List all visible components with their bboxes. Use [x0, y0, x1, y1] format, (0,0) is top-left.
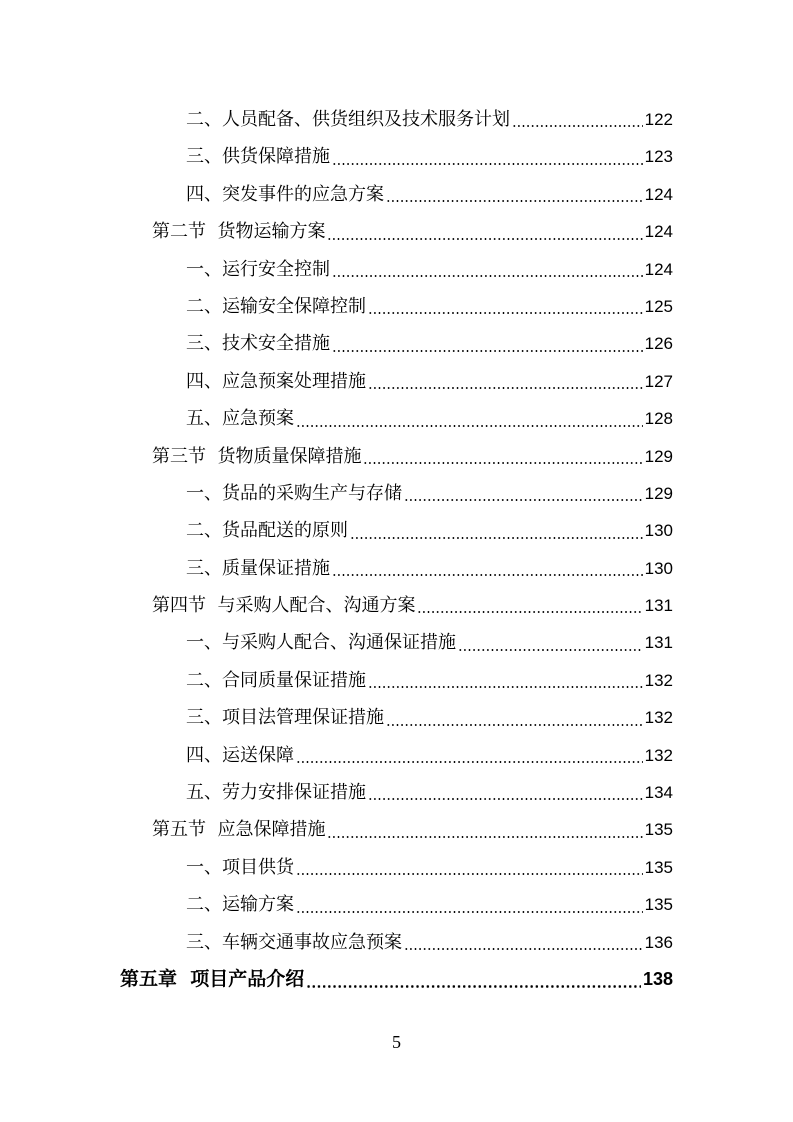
toc-section-entry[interactable] — [0, 811, 793, 848]
toc-page-number: 129 — [644, 483, 673, 503]
table-of-contents — [0, 101, 793, 998]
toc-entry-title: 第五章 项目产品介绍 — [120, 967, 305, 990]
dot-leader — [368, 798, 643, 800]
toc-entry-line — [152, 213, 673, 250]
dot-leader — [512, 125, 643, 127]
toc-entry-line — [186, 886, 673, 923]
toc-page-number: 135 — [644, 857, 673, 877]
toc-page-number: 127 — [644, 371, 673, 391]
toc-item-entry[interactable] — [0, 512, 793, 549]
toc-page-number: 129 — [644, 446, 673, 466]
toc-entry-line — [186, 849, 673, 886]
toc-entry-title: 二、合同质量保证措施 — [186, 669, 366, 691]
toc-page-number: 124 — [644, 184, 673, 204]
dot-leader — [458, 649, 643, 651]
toc-entry-title: 二、运输安全保障控制 — [186, 295, 366, 317]
toc-item-entry[interactable] — [0, 400, 793, 437]
toc-entry-title: 二、人员配备、供货组织及技术服务计划 — [186, 109, 510, 130]
toc-entry-line — [120, 961, 673, 998]
toc-entry-line — [186, 176, 673, 213]
toc-entry-title: 第二节 货物运输方案 — [152, 221, 326, 243]
dot-leader — [363, 462, 642, 464]
toc-item-entry[interactable] — [0, 101, 793, 138]
toc-page-number: 131 — [644, 633, 673, 653]
dot-leader — [327, 238, 642, 240]
toc-entry-line — [186, 288, 673, 325]
toc-entry-title: 三、供货保障措施 — [186, 146, 330, 168]
dot-leader — [332, 574, 643, 576]
toc-chapter-entry[interactable] — [0, 961, 793, 998]
toc-entry-line — [186, 400, 673, 437]
toc-entry-line — [152, 438, 673, 475]
toc-entry-title: 四、应急预案处理措施 — [186, 370, 366, 392]
dot-leader — [296, 873, 643, 875]
toc-page-number: 124 — [644, 259, 673, 279]
toc-page-number: 138 — [642, 968, 673, 989]
toc-page-number: 135 — [644, 895, 673, 915]
toc-entry-line — [152, 587, 673, 624]
toc-item-entry[interactable] — [0, 849, 793, 886]
toc-item-entry[interactable] — [0, 737, 793, 774]
dot-leader — [417, 611, 642, 613]
dot-leader — [332, 275, 643, 277]
toc-page-number: 130 — [644, 558, 673, 578]
toc-page-number: 130 — [644, 521, 673, 541]
toc-entry-title: 五、应急预案 — [186, 408, 294, 430]
toc-entry-line — [186, 699, 673, 736]
dot-leader — [386, 200, 643, 202]
toc-entry-title: 五、劳力安排保证措施 — [186, 782, 366, 804]
toc-entry-line — [186, 924, 673, 961]
toc-item-entry[interactable] — [0, 550, 793, 587]
dot-leader — [296, 761, 643, 763]
toc-entry-line — [186, 662, 673, 699]
toc-page-number: 125 — [644, 296, 673, 316]
dot-leader — [404, 499, 643, 501]
toc-entry-line — [186, 774, 673, 811]
toc-item-entry[interactable] — [0, 624, 793, 661]
toc-section-entry[interactable] — [0, 587, 793, 624]
dot-leader — [327, 836, 642, 838]
toc-page-number: 136 — [644, 932, 673, 952]
toc-page-number: 132 — [644, 745, 673, 765]
toc-page-number: 132 — [644, 708, 673, 728]
toc-entry-title: 一、运行安全控制 — [186, 258, 330, 280]
toc-page-number: 123 — [644, 147, 673, 167]
toc-entry-title: 三、项目法管理保证措施 — [186, 707, 384, 729]
toc-item-entry[interactable] — [0, 363, 793, 400]
toc-item-entry[interactable] — [0, 699, 793, 736]
toc-entry-line — [186, 550, 673, 587]
toc-entry-title: 一、货品的采购生产与存储 — [186, 482, 402, 504]
toc-entry-line — [186, 138, 673, 175]
toc-page-number: 132 — [644, 670, 673, 690]
toc-entry-line — [186, 251, 673, 288]
toc-entry-line — [186, 737, 673, 774]
toc-item-entry[interactable] — [0, 138, 793, 175]
toc-page-number: 135 — [644, 820, 673, 840]
toc-entry-line — [186, 475, 673, 512]
toc-entry-title: 三、质量保证措施 — [186, 557, 330, 579]
toc-page-number: 122 — [644, 110, 673, 129]
toc-entry-line — [186, 363, 673, 400]
toc-entry-title: 第三节 货物质量保障措施 — [152, 445, 362, 467]
toc-item-entry[interactable] — [0, 288, 793, 325]
dot-leader — [350, 537, 643, 539]
toc-entry-title: 四、运送保障 — [186, 744, 294, 766]
toc-item-entry[interactable] — [0, 886, 793, 923]
toc-entry-title: 三、车辆交通事故应急预案 — [186, 931, 402, 953]
toc-entry-line — [186, 101, 673, 138]
toc-item-entry[interactable] — [0, 176, 793, 213]
toc-entry-title: 一、与采购人配合、沟通保证措施 — [186, 632, 456, 654]
toc-entry-line — [186, 325, 673, 362]
page-number: 5 — [392, 1032, 401, 1052]
toc-item-entry[interactable] — [0, 774, 793, 811]
toc-section-entry[interactable] — [0, 438, 793, 475]
toc-entry-line — [186, 512, 673, 549]
dot-leader — [368, 686, 643, 688]
dot-leader — [386, 724, 643, 726]
dot-leader — [296, 425, 643, 427]
toc-section-entry[interactable] — [0, 213, 793, 250]
toc-entry-title: 二、运输方案 — [186, 894, 294, 916]
toc-entry-title: 三、技术安全措施 — [186, 333, 330, 355]
toc-page-number: 124 — [644, 222, 673, 242]
toc-entry-title: 二、货品配送的原则 — [186, 520, 348, 542]
toc-item-entry[interactable] — [0, 475, 793, 512]
toc-item-entry[interactable] — [0, 325, 793, 362]
toc-entry-line — [186, 624, 673, 661]
dot-leader — [332, 350, 643, 352]
toc-item-entry[interactable] — [0, 924, 793, 961]
toc-page-number: 131 — [644, 596, 673, 616]
dot-leader — [296, 911, 643, 913]
dot-leader — [368, 312, 643, 314]
dot-leader — [332, 163, 643, 165]
toc-page-number: 126 — [644, 334, 673, 354]
toc-entry-title: 第五节 应急保障措施 — [152, 819, 326, 841]
toc-entry-line — [152, 811, 673, 848]
toc-item-entry[interactable] — [0, 251, 793, 288]
toc-item-entry[interactable] — [0, 662, 793, 699]
toc-entry-title: 一、项目供货 — [186, 856, 294, 878]
toc-page-number: 134 — [644, 783, 673, 803]
dot-leader — [368, 387, 643, 389]
toc-page-number: 128 — [644, 409, 673, 429]
toc-entry-title: 第四节 与采购人配合、沟通方案 — [152, 595, 416, 617]
dot-leader — [404, 948, 643, 950]
toc-entry-title: 四、突发事件的应急方案 — [186, 183, 384, 205]
dot-leader — [306, 985, 641, 988]
